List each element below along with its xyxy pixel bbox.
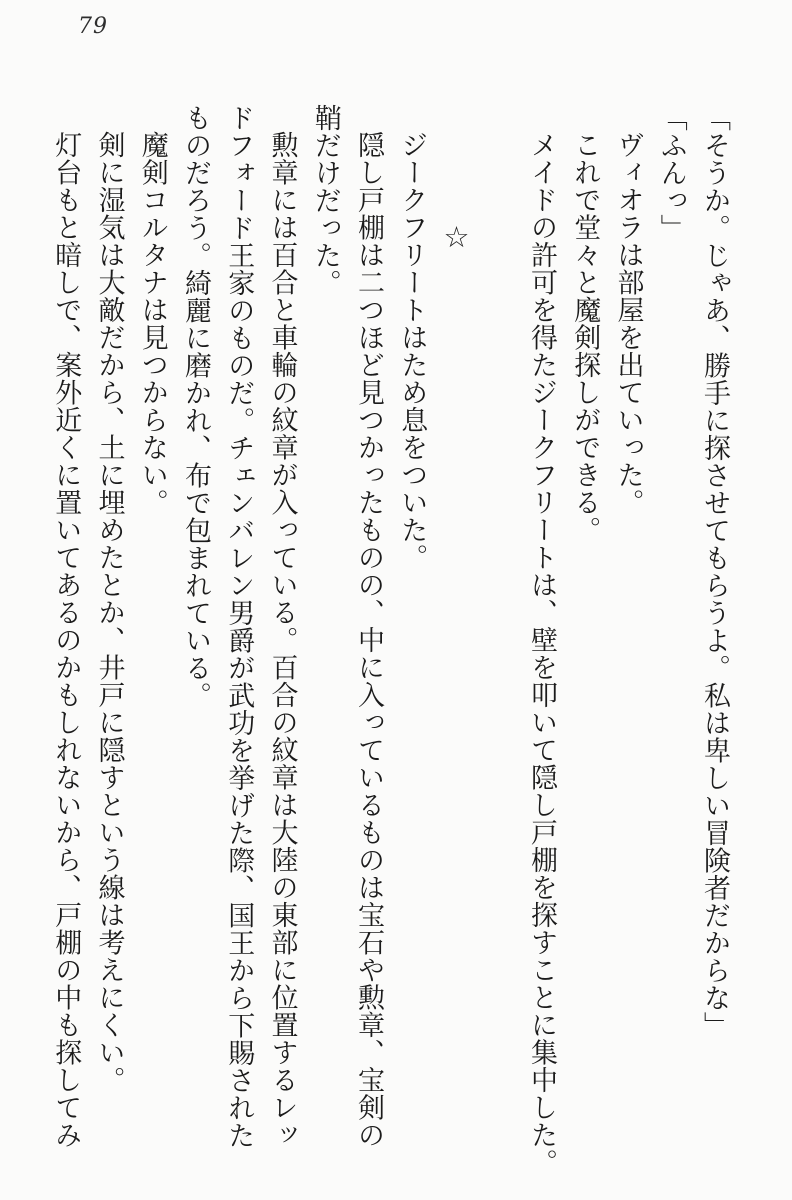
text-column: 灯台もと暗しで、案外近くに置いてあるのかもしれないから、戸棚の中も探してみ — [51, 131, 82, 1149]
page-number: 79 — [78, 14, 108, 39]
scene-divider-star: ☆ — [439, 220, 472, 255]
text-column: 「そうか。じゃあ、勝手に探させてもらうよ。私は卑しい冒険者だからな」 — [700, 104, 730, 1039]
text-column: ジークフリートはため息をついた。 — [397, 131, 428, 571]
text-column: 剣に湿気は大敵だから、土に埋めたとか、井戸に隠すという線は考えにくい。 — [94, 131, 125, 1094]
text-column: メイドの許可を得たジークフリートは、壁を叩いて隠し戸棚を探すことに集中した。 — [527, 131, 557, 1176]
text-column: ドフォード王家のものだ。チェンバレン男爵が武功を挙げた際、国王から下賜された — [224, 104, 255, 1149]
text-column: 「ふんっ」 — [656, 104, 687, 242]
text-column: 勲章には百合と車輪の紋章が入っている。百合の紋章は大陸の東部に位置するレッ — [267, 131, 298, 1149]
text-column: ヴィオラは部屋を出ていった。 — [613, 131, 644, 516]
text-column: 鞘だけだった。 — [310, 104, 341, 297]
vertical-text-block — [44, 104, 736, 1192]
blank-column — [477, 104, 520, 1192]
text-column: 魔剣コルタナは見つからない。 — [137, 131, 168, 516]
text-column: 隠し戸棚は二つほど見つかったものの、中に入っているものは宝石や勲章、宝剣の — [354, 131, 384, 1149]
text-column: ものだろう。綺麗に磨かれ、布で包まれている。 — [181, 104, 211, 709]
text-column: これで堂々と魔剣探しができる。 — [570, 131, 601, 544]
